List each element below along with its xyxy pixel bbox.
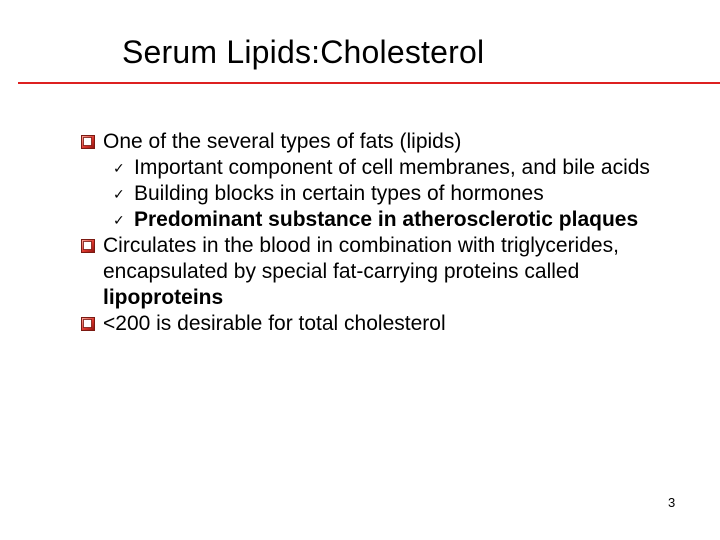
bullet-text: <200 is desirable for total cholesterol	[103, 312, 446, 335]
bullet-text: Circulates in the blood in combination with triglycerides, encapsulated by special fat-carrying proteins called	[103, 234, 619, 283]
checkmark-icon: ✓	[113, 212, 125, 228]
bullet-item	[103, 129, 673, 155]
sub-bullet-item	[113, 181, 674, 207]
square-bullet-icon	[81, 135, 95, 149]
square-bullet-icon	[81, 317, 95, 331]
sub-bullet-item	[113, 207, 674, 233]
bullet-text-bold: lipoproteins	[103, 286, 224, 309]
page-number: 3	[668, 495, 676, 510]
bullet-item	[103, 233, 673, 311]
bullet-item	[103, 311, 673, 337]
bullet-text: One of the several types of fats (lipids)	[103, 130, 462, 153]
square-bullet-icon	[81, 239, 95, 253]
title-divider	[18, 82, 720, 84]
checkmark-icon: ✓	[113, 160, 125, 176]
bullet-list	[0, 129, 720, 337]
sub-bullet-text: Building blocks in certain types of hormones	[134, 182, 544, 205]
sub-bullet-item	[113, 155, 674, 181]
checkmark-icon: ✓	[113, 186, 125, 202]
slide-title: Serum Lipids:Cholesterol	[122, 34, 485, 70]
sub-bullet-text: Important component of cell membranes, and bile acids	[134, 156, 650, 179]
sub-bullet-text: Predominant substance in atherosclerotic plaques	[134, 208, 639, 231]
